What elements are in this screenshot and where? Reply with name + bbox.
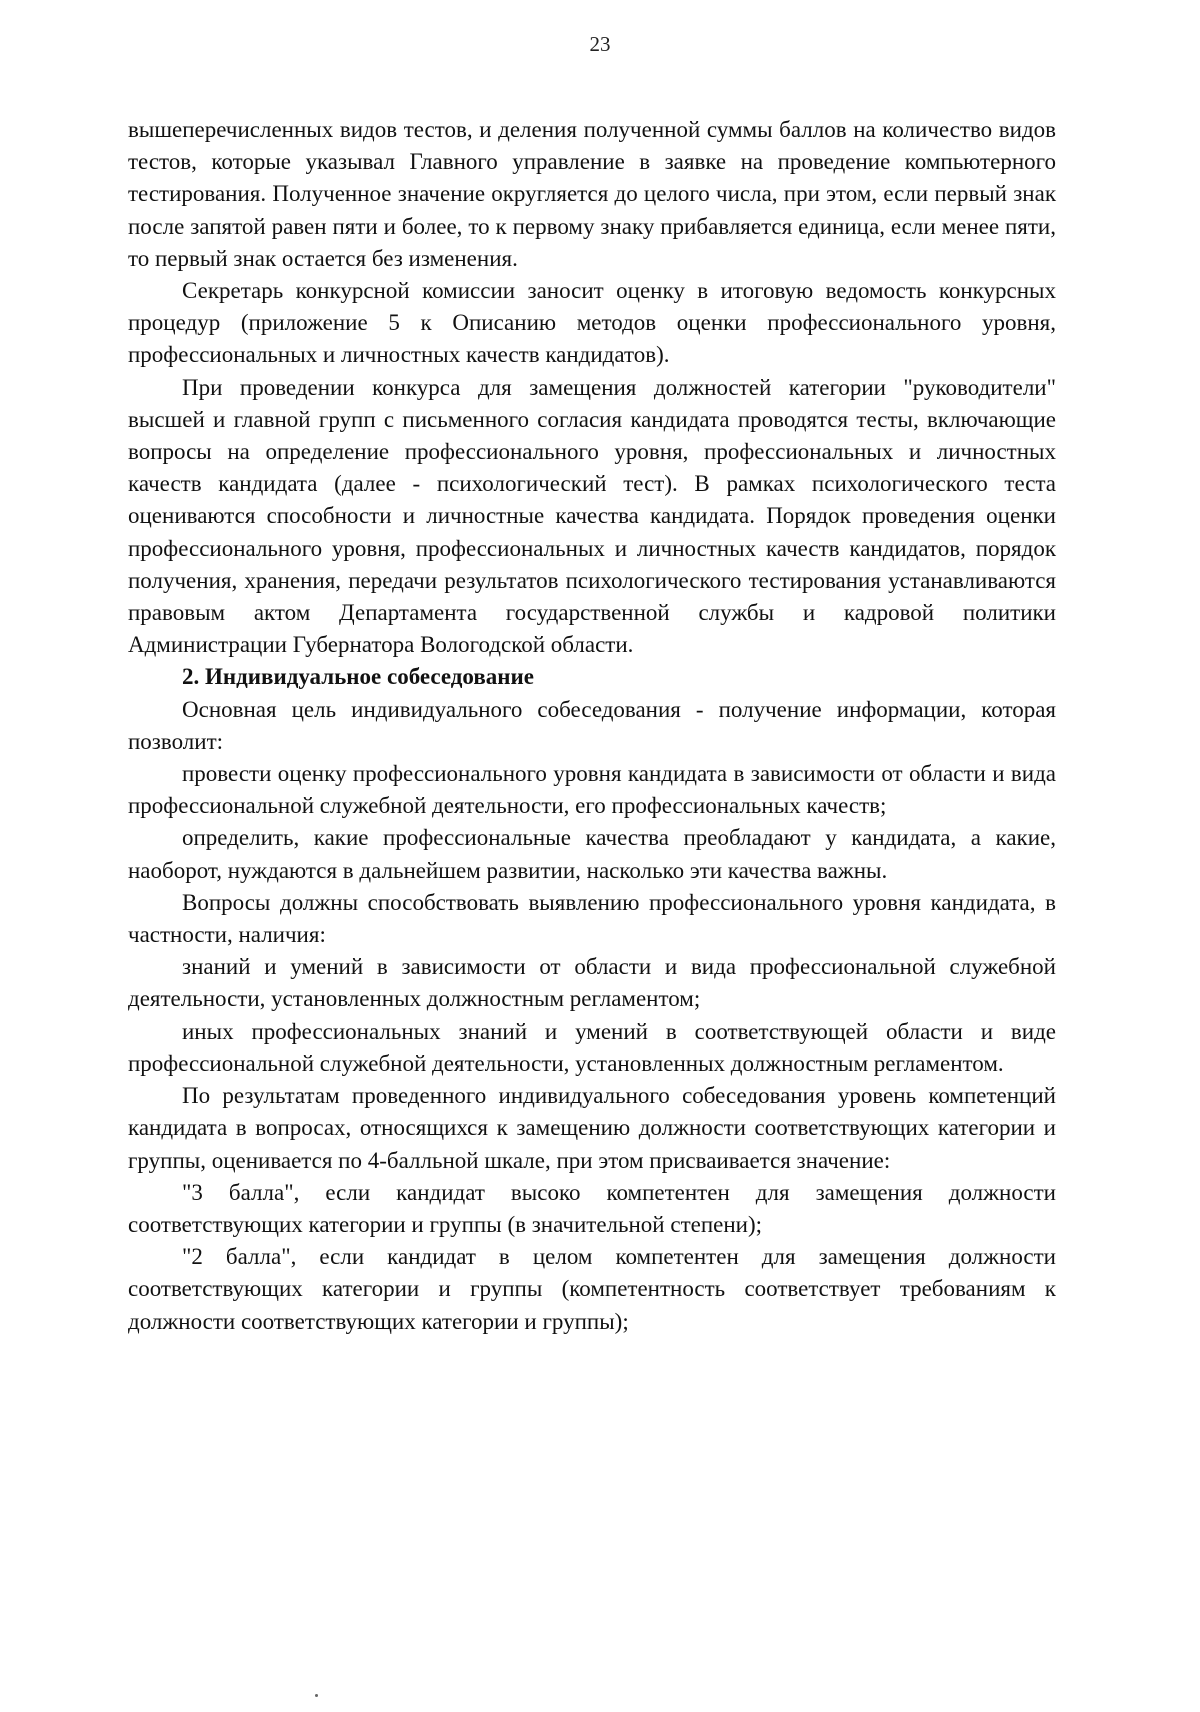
paragraph-score-2: "2 балла", если кандидат в целом компетентен для замещения должности соответствующих категории и группы (компетентность соответствует требованиям к должности соответствующих категории и группы);	[128, 1244, 1056, 1334]
paragraph-test-score-calculation: вышеперечисленных видов тестов, и деления полученной суммы баллов на количество видов тестов, которые указывал Главного управление в заявке на проведение компьютерного тестирования. Полученное значение округляется до целого числа, при этом, если первый знак после запятой равен пяти и более, то к первому знаку прибавляется единица, если менее пяти, то первый знак остается без изменения.	[128, 117, 1056, 271]
paragraph-goal-assess-level: провести оценку профессионального уровня кандидата в зависимости от области и вида профессиональной служебной деятельности, его профессиональных качеств;	[128, 761, 1056, 819]
section-heading-interview: 2. Индивидуальное собеседование	[182, 664, 534, 690]
paragraph-score-3: "3 балла", если кандидат высоко компетентен для замещения должности соответствующих категории и группы (в значительной степени);	[128, 1179, 1056, 1237]
paragraph-secretary-records: Секретарь конкурсной комиссии заносит оценку в итоговую ведомость конкурсных процедур (приложение 5 к Описанию методов оценки профессионального уровня, профессиональных и личностных качеств кандидатов).	[128, 278, 1056, 368]
document-body	[128, 114, 1056, 1338]
paragraph-interview-goal: Основная цель индивидуального собеседования - получение информации, которая позволит:	[128, 696, 1056, 754]
paragraph-psychological-test: При проведении конкурса для замещения должностей категории "руководители" высшей и главной групп с письменного согласия кандидата проводятся тесты, включающие вопросы на определение профессионального уровня, профессиональных и личностных качеств кандидата (далее - психологический тест). В рамках психологического теста оцениваются способности и личностные качества кандидата. Порядок проведения оценки профессионального уровня, профессиональных и личностных качеств кандидатов, порядок получения, хранения, передачи результатов психологического тестирования устанавливаются правовым актом Департамента государственной службы и кадровой политики Администрации Губернатора Вологодской области.	[128, 374, 1056, 658]
paragraph-scoring-scale: По результатам проведенного индивидуального собеседования уровень компетенций кандидата в вопросах, относящихся к замещению должности соответствующих категории и группы, оценивается по 4-балльной шкале, при этом присваивается значение:	[128, 1083, 1056, 1173]
paragraph-other-knowledge: иных профессиональных знаний и умений в соответствующей области и виде профессиональной служебной деятельности, установленных должностным регламентом.	[128, 1018, 1056, 1076]
paragraph-questions-purpose: Вопросы должны способствовать выявлению профессионального уровня кандидата, в частности, наличия:	[128, 889, 1056, 948]
paragraph-goal-determine-qualities: определить, какие профессиональные качества преобладают у кандидата, а какие, наоборот, нуждаются в дальнейшем развитии, насколько эти качества важны.	[128, 825, 1056, 883]
page-number: 23	[589, 32, 611, 56]
scan-speck	[315, 1694, 318, 1697]
paragraph-knowledge-skills: знаний и умений в зависимости от области и вида профессиональной служебной деятельности, установленных должностным регламентом;	[128, 954, 1056, 1012]
